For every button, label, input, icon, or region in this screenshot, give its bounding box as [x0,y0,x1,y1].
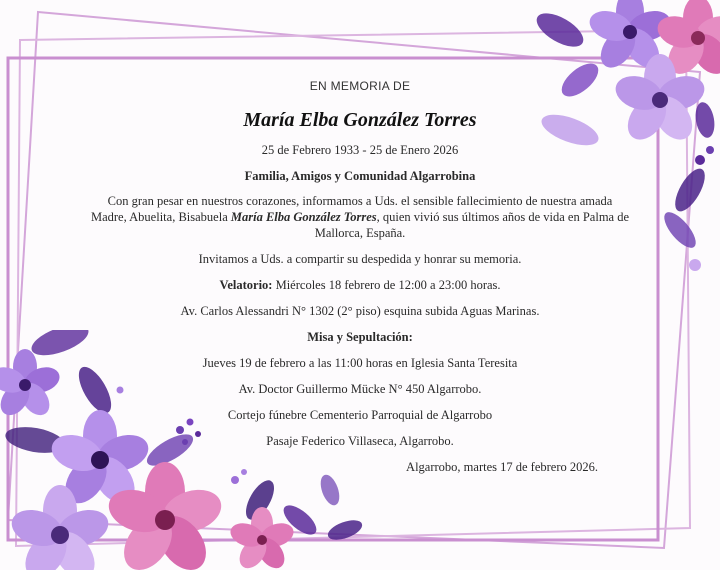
wake-line [90,277,630,293]
mass-line: Jueves 19 de febrero a las 11:00 horas en Iglesia Santa Teresita [202,356,518,370]
announcement-after: , quien vivió sus últimos años de vida en Palma de Mallorca, España. [314,210,630,240]
family-line: Familia, Amigos y Comunidad Algarrobina [244,169,476,183]
mass-line: Pasaje Federico Villaseca, Algarrobo. [266,434,454,448]
announcement-name: María Elba González Torres [230,210,377,224]
in-memory-heading: EN MEMORIA DE [309,79,411,93]
sign-off: Algarrobo, martes 17 de febrero 2026. [406,460,598,474]
deceased-name: María Elba González Torres [243,109,477,131]
announcement-before: Con gran pesar en nuestros corazones, informamos a Uds. el sensible fallecimiento de nuestra amada Madre, Abuelita, Bisabuela [90,194,613,224]
wake-address: Av. Carlos Alessandri N° 1302 (2° piso) esquina subida Aguas Marinas. [180,304,540,318]
mass-line: Av. Doctor Guillermo Mücke N° 450 Algarrobo. [238,382,482,396]
wake-label: Velatorio: [219,278,273,292]
invitation-text: Invitamos a Uds. a compartir su despedida y honrar su memoria. [198,252,522,266]
life-dates: 25 de Febrero 1933 - 25 de Enero 2026 [261,143,459,157]
wake-when: Miércoles 18 febrero de 12:00 a 23:00 horas. [272,278,501,292]
announcement-paragraph [90,193,630,241]
mass-line: Cortejo fúnebre Cementerio Parroquial de Algarrobo [227,408,493,422]
mass-title: Misa y Sepultación: [307,330,413,344]
memorial-text [90,70,630,475]
